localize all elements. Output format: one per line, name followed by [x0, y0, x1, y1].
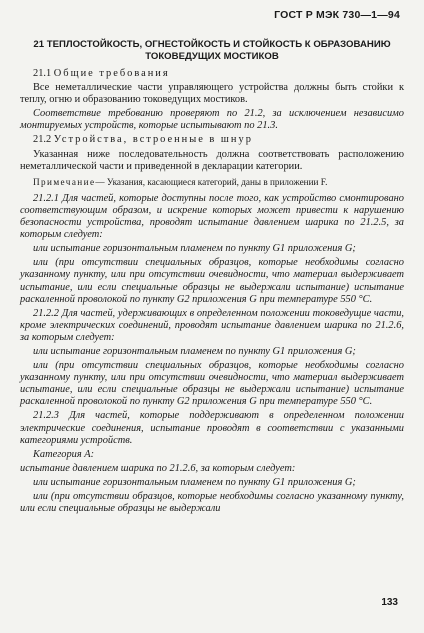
paragraph: или испытание горизонтальным пламенем по пункту G1 приложения G;	[33, 476, 356, 488]
paragraph: Соответствие требованию проверяют по 21.2, за исключением независимо монтируемых устройств, которые испытывают по 21.3.	[20, 108, 404, 132]
document-header: ГОСТ Р МЭК 730—1—94	[274, 9, 400, 21]
paragraph: или испытание горизонтальным пламенем по пункту G1 приложения G;	[33, 243, 356, 255]
page-content	[20, 39, 404, 517]
paragraph: 21.2.3 Для частей, которые поддерживают в определенном положении электрические соединения, испытание проводят в соответствии с указанными категориями устройств.	[20, 410, 404, 446]
subsection-heading-21-2: 21.2 Устройства, встроенные в шнур	[33, 134, 253, 146]
paragraph: или (при отсутствии специальных образцов, которые необходимы согласно указанному пункту, или при отсутствии очевидности, что материал выдерживает испытание, или если специальные образцы не выдержали испытание) испытание раскаленной проволокой по пункту G2 приложения G при температуре 550 °C.	[20, 360, 404, 408]
paragraph: испытание давлением шарика по 21.2.6, за которым следует:	[20, 462, 296, 474]
paragraph: или (при отсутствии специальных образцов, которые необходимы согласно указанному пункту, или при отсутствии очевидности, что материал выдерживает испытание, или если специальные образцы не выдержали испытание) испытание раскаленной проволокой по пункту G2 приложения G при температуре 550 °C.	[20, 257, 404, 305]
paragraph: Указанная ниже последовательность должна соответствовать расположению неметаллической части и приведенной в декларации категории.	[20, 148, 404, 172]
note: Примечание— Указания, касающиеся категорий, даны в приложении F.	[33, 176, 328, 187]
paragraph: 21.2.1 Для частей, которые доступны после того, как устройство смонтировано соответствующим образом, и искрение которых может привести к нарушению безопасности устройства, проводят испытание давлением шарика по 21.2.5, за которым следует:	[20, 192, 404, 241]
page-number: 133	[381, 597, 398, 608]
section-title: 21 ТЕПЛОСТОЙКОСТЬ, ОГНЕСТОЙКОСТЬ И СТОЙКОСТЬ К ОБРАЗОВАНИЮ ТОКОВЕДУЩИХ МОСТИКОВ	[33, 39, 391, 62]
paragraph: Все неметаллические части управляющего устройства должны быть стойки к теплу, огню и образованию токоведущих мостиков.	[20, 82, 404, 106]
subsection-heading-21-1: 21.1 Общие требования	[33, 68, 170, 79]
paragraph: или (при отсутствии образцов, которые необходимы согласно указанному пункту, или если специальные образцы не выдержали	[20, 491, 404, 515]
paragraph: 21.2.2 Для частей, удерживающих в определенном положении токоведущие части, кроме электрических соединений, проводят испытание давлением шарика по 21.2.6, за которым следует:	[20, 307, 404, 343]
paragraph: Категория A:	[33, 448, 95, 460]
paragraph: или испытание горизонтальным пламенем по пункту G1 приложения G;	[33, 345, 356, 357]
